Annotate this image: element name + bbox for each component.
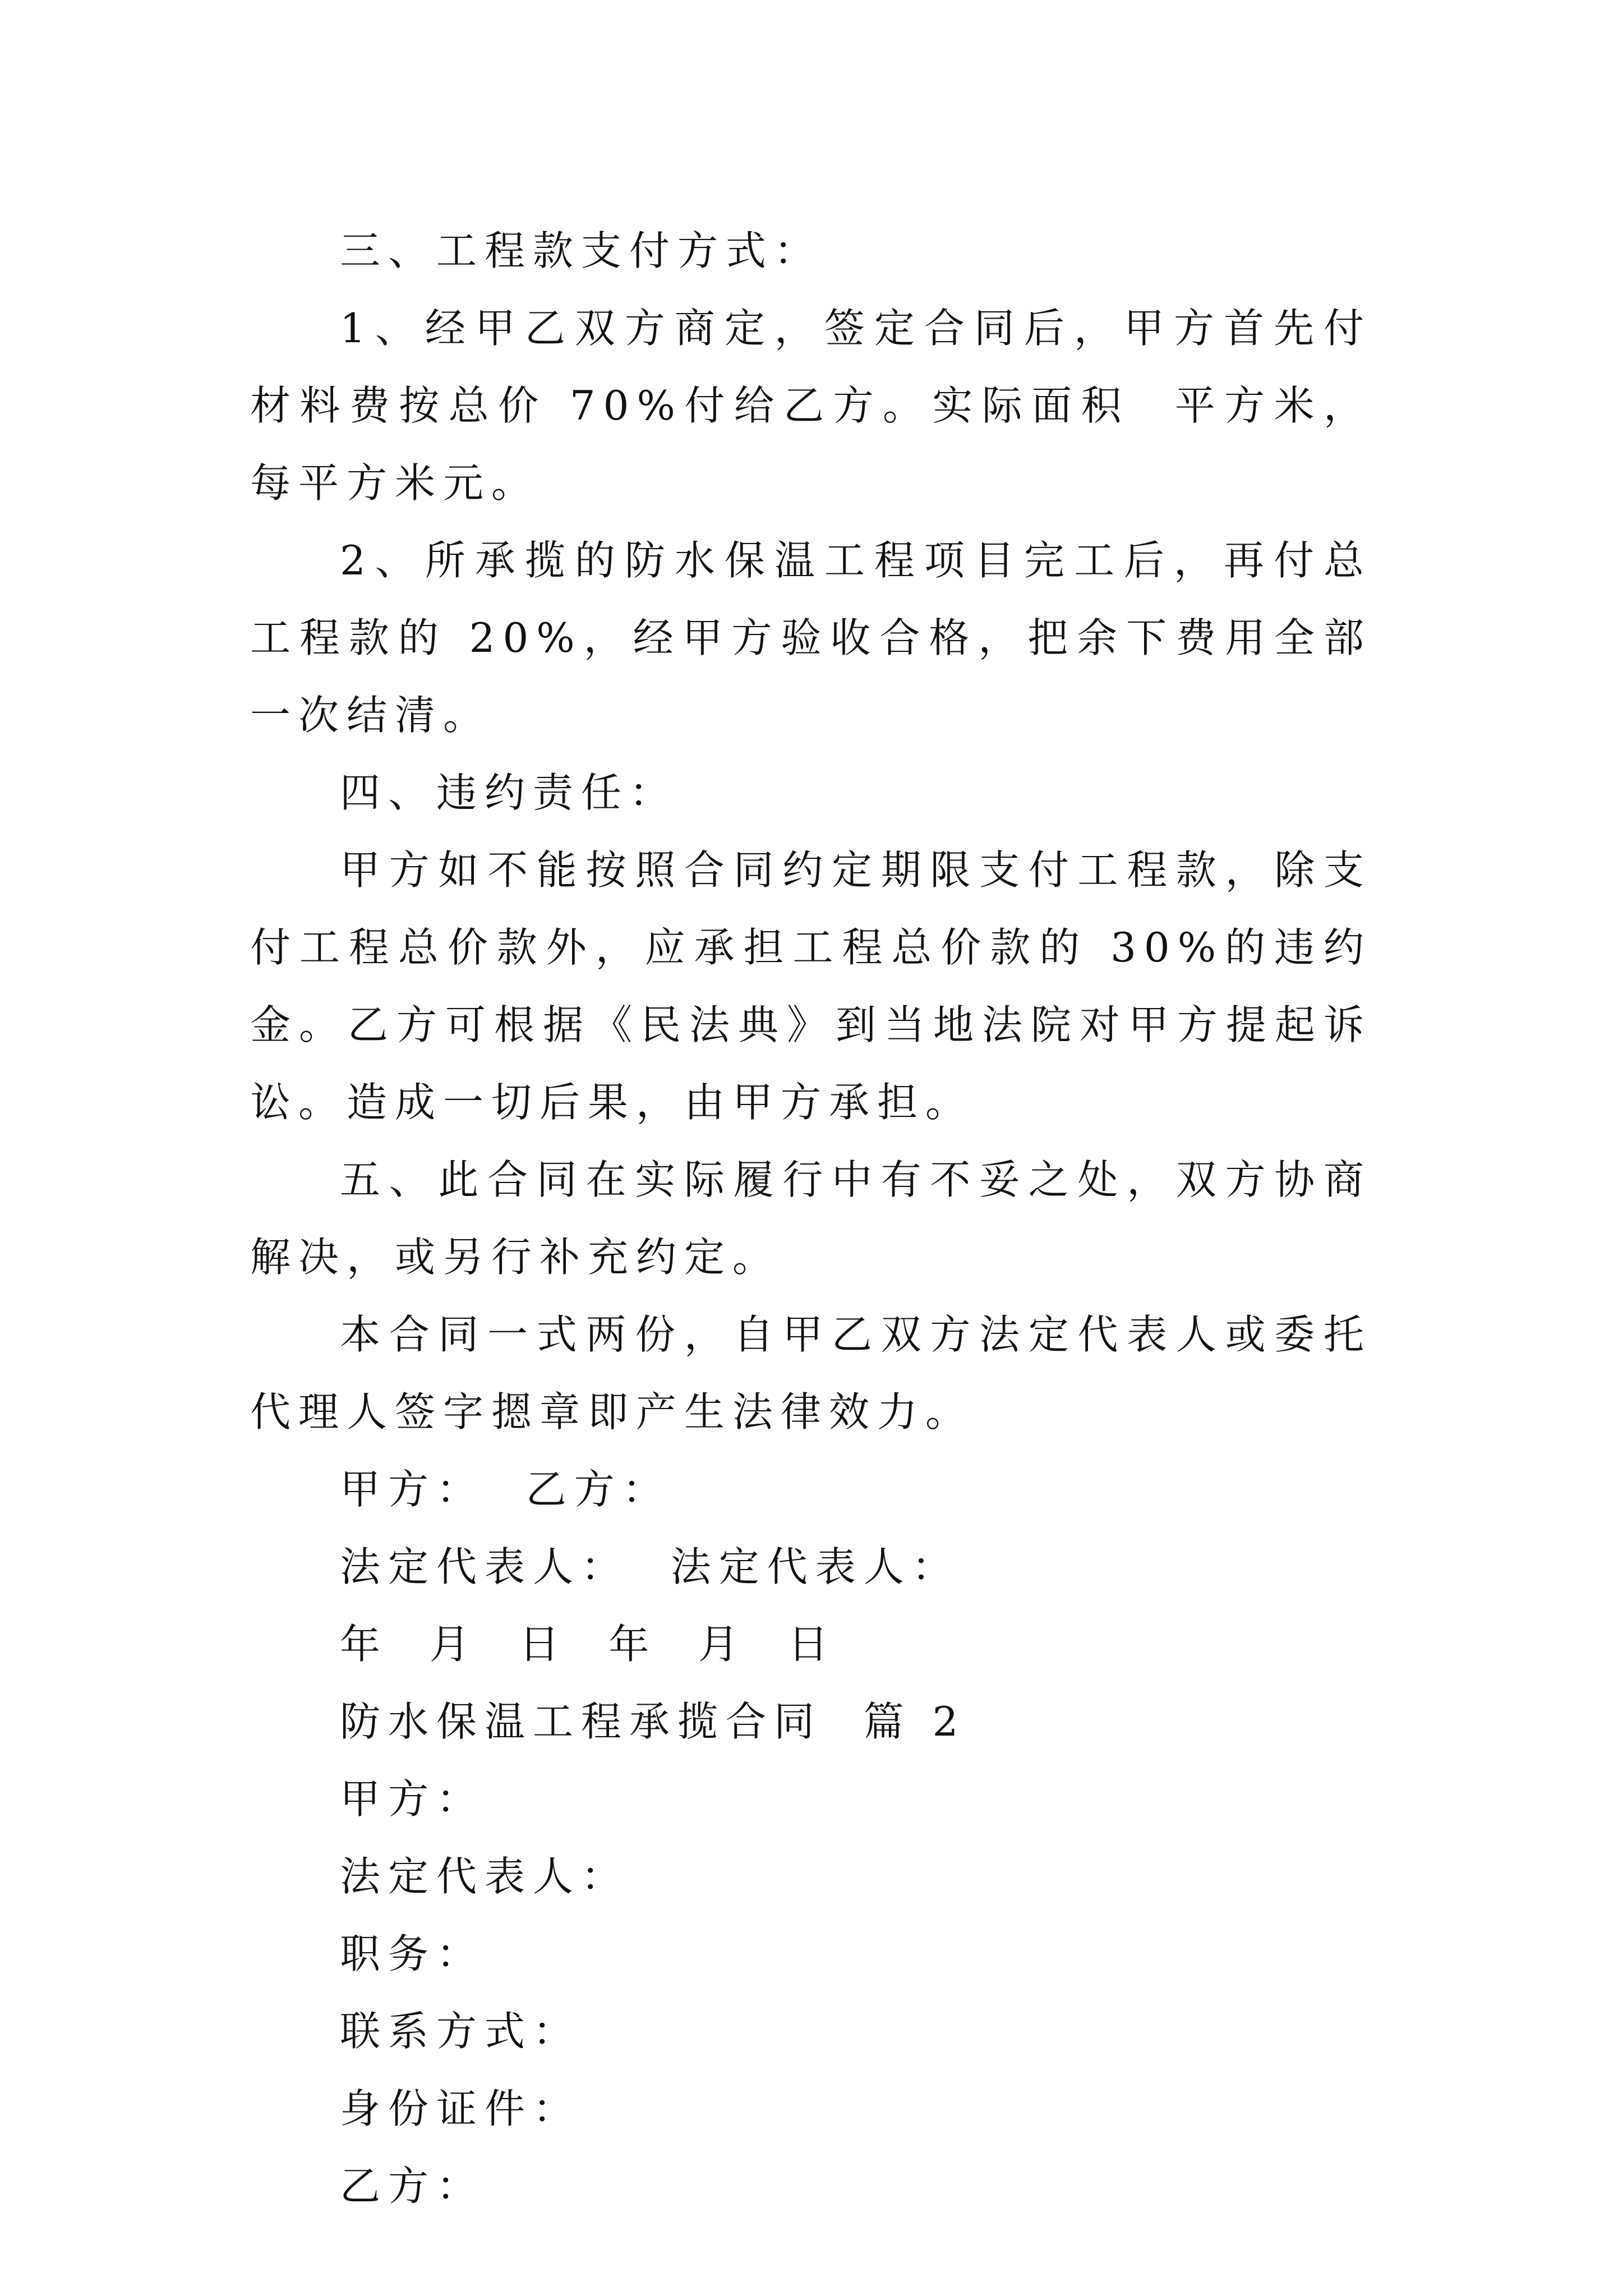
contract2-party-b: 乙方： bbox=[340, 2162, 485, 2210]
section3-item2: 2、所承揽的防水保温工程项目完工后，再付总工程款的 20%，经甲方验收合格，把余下费用全部一次结清。 bbox=[250, 537, 1372, 739]
contract2-id: 身份证件： bbox=[340, 2085, 582, 2132]
contract2-position: 职务： bbox=[340, 1930, 485, 1977]
section3-item1: 1、经甲乙双方商定，签定合同后，甲方首先付材料费按总价 70%付给乙方。实际面积 平方米，每平方米元。 bbox=[250, 305, 1372, 507]
document-body bbox=[250, 212, 1372, 2225]
section4-body: 甲方如不能按照合同约定期限支付工程款，除支付工程总价款外，应承担工程总价款的 30%的违约金。乙方可根据《民法典》到当地法院对甲方提起诉讼。造成一切后果，由甲方承担。 bbox=[250, 846, 1372, 1126]
signature-parties: 甲方： 乙方： bbox=[340, 1466, 671, 1513]
section3-heading: 三、工程款支付方式： bbox=[340, 227, 823, 274]
contract2-contact: 联系方式： bbox=[340, 2008, 582, 2055]
section5-clause: 五、此合同在实际履行中有不妥之处，双方协商解决，或另行补充约定。 bbox=[250, 1156, 1372, 1281]
copies-clause: 本合同一式两份，自甲乙双方法定代表人或委托代理人签字摁章即产生法律效力。 bbox=[250, 1311, 1372, 1435]
signature-dates: 年 月 日 年 月 日 bbox=[340, 1621, 836, 1668]
section4-heading: 四、违约责任： bbox=[340, 769, 678, 816]
signature-legal-reps: 法定代表人： 法定代表人： bbox=[340, 1543, 960, 1590]
contract2-legal-rep: 法定代表人： bbox=[340, 1853, 630, 1900]
contract2-title: 防水保温工程承揽合同 篇 2 bbox=[340, 1698, 966, 1745]
contract2-party-a: 甲方： bbox=[340, 1775, 485, 1823]
